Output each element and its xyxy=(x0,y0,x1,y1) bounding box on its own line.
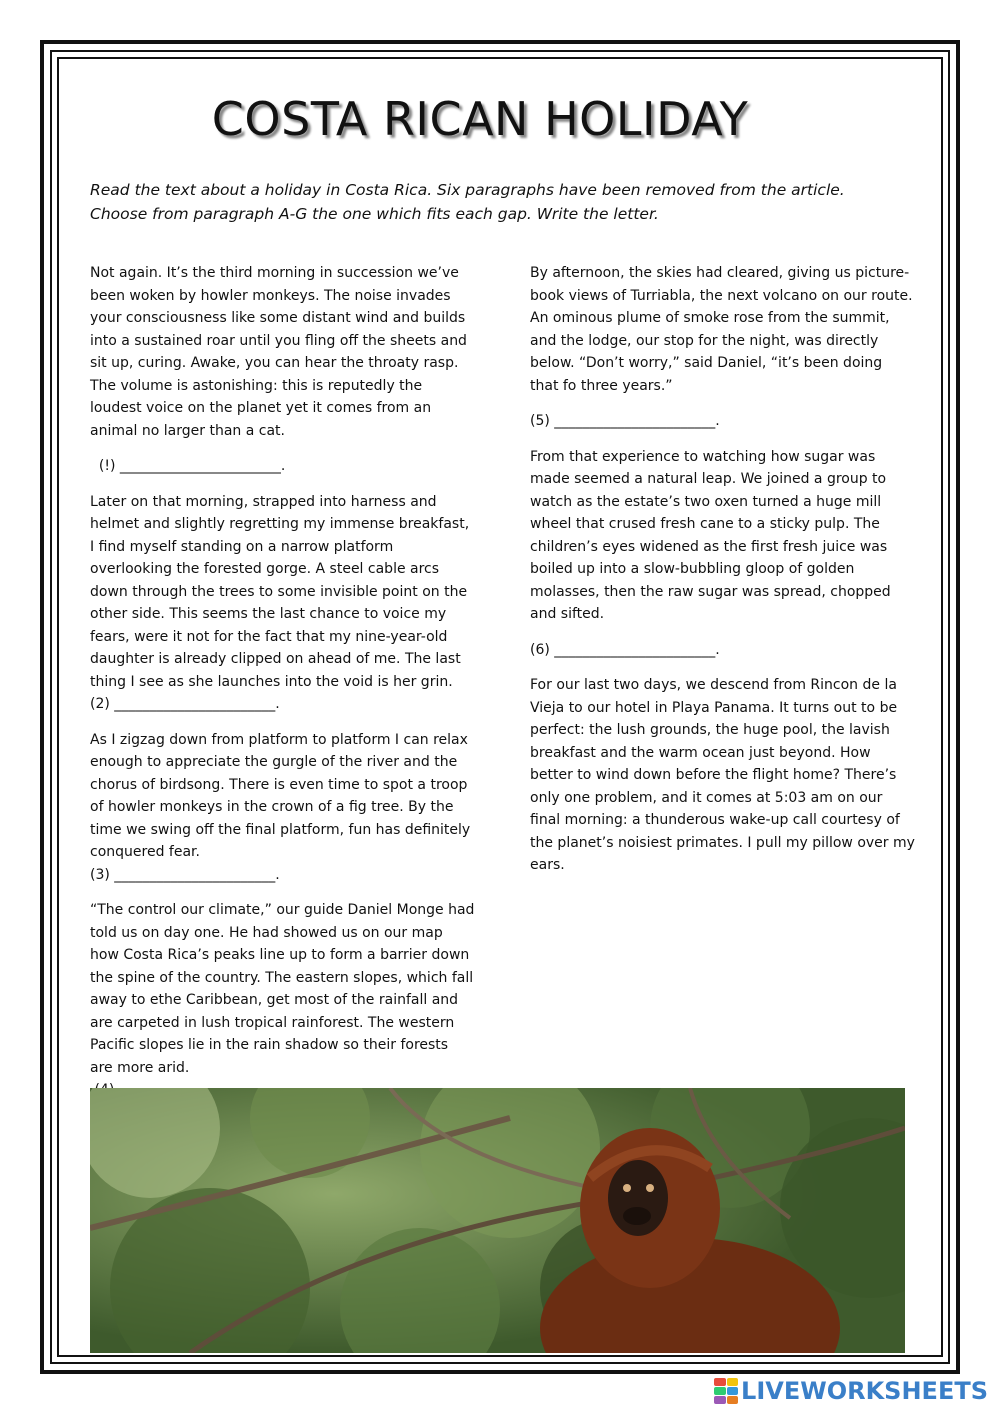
gap-1-answer[interactable]: (!) _______________________. xyxy=(90,458,286,474)
paragraph-1: Not again. It’s the third morning in succession we’ve been woken by howler monkeys. The noise invades your consciousness like some distant wind and builds into a sustained roar until you fling off the sheets and sit up, curing. Awake, you can hear the throaty rasp. The volume is astonishing: this is reputedly the loudest voice on the planet yet it comes from an animal no larger than a cat. xyxy=(90,265,467,439)
gap-5-answer[interactable]: (5) _______________________. xyxy=(530,413,720,429)
paragraph-7: For our last two days, we descend from Rincon de la Vieja to our hotel in Playa Panama. It turns out to be perfect: the lush grounds, the huge pool, the lavish breakfast and the warm ocean just beyond. How better to wind down before the flight home? There’s only one problem, and it comes at 5:03 am on our final morning: a thunderous wake-up call courtesy of the planet’s noisiest primates. I pull my pillow over my ears. xyxy=(530,677,915,873)
paragraph-6: From that experience to watching how sugar was made seemed a natural leap. We joined a group to watch as the estate’s two oxen turned a huge mill wheel that crused fresh cane to a sticky pulp. The children’s eyes widened as the first fresh juice was boiled up into a slow-bubbling gloop of golden molasses, then the raw sugar was spread, chopped and sifted. xyxy=(530,448,891,622)
paragraph-3: As I zigzag down from platform to platform I can relax enough to appreciate the gurgle of the river and the chorus of birdsong. There is even time to spot a troop of howler monkeys in the crown of a fig tree. By the time we swing off the final platform, fun has definitely conquered fear. xyxy=(90,731,471,860)
instructions: Read the text about a holiday in Costa Rica. Six paragraphs have been removed from the article. Choose from paragraph A-G the one which fits each gap. Write the letter. xyxy=(90,181,845,223)
paragraph-2: Later on that morning, strapped into harness and helmet and slightly regretting my immense breakfast, I find myself standing on a narrow platform overlooking the forested gorge. A steel cable arcs down through the trees to some invisible point on the other side. This seems the last chance to voice my fears, were it not for the fact that my nine-year-old daughter is already clipped on ahead of me. The last thing I see as she launches into the void is her grin. xyxy=(90,493,470,690)
page-title: COSTA RICAN HOLIDAY xyxy=(211,92,749,146)
howler-monkey-photo xyxy=(90,1088,905,1353)
howler-monkey-illustration xyxy=(90,1088,905,1353)
paragraph-5: By afternoon, the skies had cleared, giving us picture-book views of Turriabla, the next volcano on our route. An ominous plume of smoke rose from the summit, and the lodge, our stop for the night, was directly below. “Don’t worry,” said Daniel, “it’s been doing that fo three years.” xyxy=(530,265,913,394)
liveworksheets-logo-icon xyxy=(714,1378,738,1404)
gap-3-answer[interactable]: (3) _______________________. xyxy=(90,866,280,883)
gap-6-answer[interactable]: (6) _______________________. xyxy=(530,641,720,658)
right-column xyxy=(530,262,915,890)
liveworksheets-brand: LIVEWORKSHEETS xyxy=(741,1377,988,1405)
left-column xyxy=(90,262,475,1115)
gap-2-answer[interactable]: (2) _______________________. xyxy=(90,696,280,712)
liveworksheets-logo xyxy=(714,1376,988,1406)
paragraph-4: “The control our climate,” our guide Daniel Monge had told us on day one. He had showed us on our map how Costa Rica’s peaks line up to form a barrier down the spine of the country. The eastern slopes, which fall away to ethe Caribbean, get most of the rainfall and are carpeted in lush tropical rainforest. The western Pacific slopes lie in the rain shadow so their forests are more arid. xyxy=(90,902,475,1076)
